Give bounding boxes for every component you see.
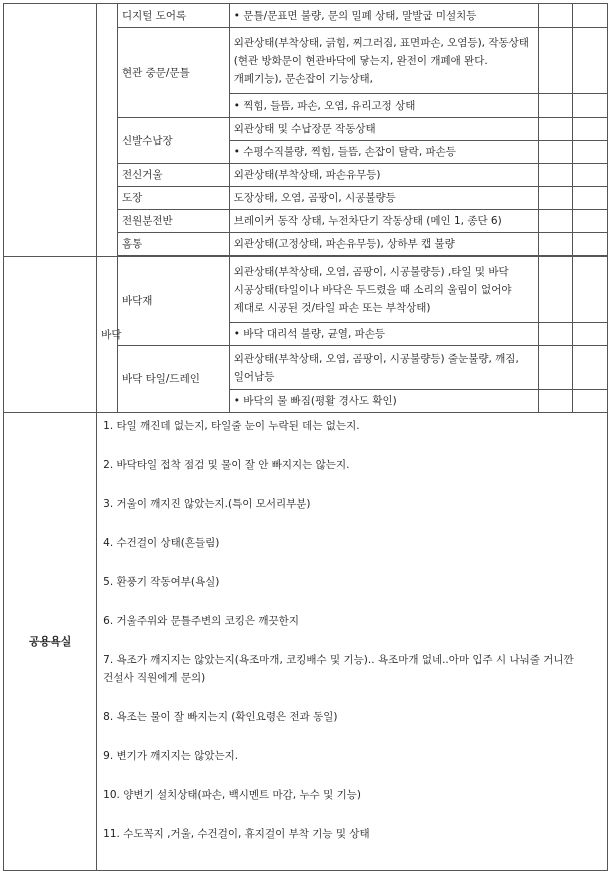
item-label: 현관 중문/문틀	[117, 28, 229, 118]
item-label: 신발수납장	[117, 118, 229, 164]
list-item: 10. 양변기 설치상태(파손, 백시멘트 마감, 누수 및 기능)	[103, 789, 361, 801]
check-cell[interactable]	[538, 323, 572, 346]
list-item: 9. 변기가 깨지지는 않았는지.	[103, 750, 239, 762]
bathroom-label: 공용욕실	[4, 413, 97, 871]
check-cell[interactable]	[538, 164, 572, 187]
check-cell[interactable]	[538, 390, 572, 413]
item-detail: • 찍힘, 들뜸, 파손, 오염, 유리고정 상태	[229, 94, 538, 118]
note-cell[interactable]	[572, 257, 607, 323]
check-cell[interactable]	[538, 346, 572, 390]
item-label: 전신거울	[117, 164, 229, 187]
list-item: 11. 수도꼭지 ,거울, 수건걸이, 휴지걸이 부착 기능 및 상태	[103, 828, 370, 840]
item-label: 도장	[117, 187, 229, 210]
bathroom-checklist	[97, 413, 607, 870]
item-detail: 외관상태(고정상태, 파손유무등), 상하부 캡 불량	[229, 233, 538, 256]
note-cell[interactable]	[572, 187, 607, 210]
check-cell[interactable]	[538, 257, 572, 323]
list-item: 1. 타일 깨진데 없는지, 타일줄 눈이 누락된 데는 없는지.	[103, 420, 360, 432]
section-empty-cell	[4, 4, 97, 257]
item-detail: • 문틀/문표면 불량, 문의 밀폐 상태, 말발굽 미설치등	[229, 4, 538, 28]
note-cell[interactable]	[572, 346, 607, 390]
item-detail: • 수평수직불량, 찍힘, 들뜸, 손잡이 탈락, 파손등	[229, 141, 538, 164]
check-cell[interactable]	[538, 118, 572, 141]
floor-label: 바닥	[97, 257, 118, 413]
item-label: 바닥재	[117, 257, 229, 346]
item-detail: • 바닥의 물 빠짐(평활 경사도 확인)	[229, 390, 538, 413]
item-label: 디지털 도어록	[117, 4, 229, 28]
list-item: 7. 욕조가 깨지지는 않았는지(욕조마개, 코킹배수 및 기능).. 욕조마개 없네..아마 입주 시 나눠줄 거니깐 건설사 직원에게 문의)	[103, 654, 574, 684]
table-row	[4, 4, 608, 28]
item-label: 전원분전반	[117, 210, 229, 233]
check-cell[interactable]	[538, 94, 572, 118]
list-item: 4. 수건걸이 상태(흔들림)	[103, 537, 220, 549]
list-item: 8. 욕조는 물이 잘 빠지는지 (확인요령은 전과 동일)	[103, 711, 338, 723]
note-cell[interactable]	[572, 164, 607, 187]
table-row	[4, 257, 608, 323]
item-label: 바닥 타일/드레인	[117, 346, 229, 413]
item-detail: 외관상태(부착상태, 오염, 곰팡이, 시공불량등) 줄눈불량, 깨짐, 일어남등	[229, 346, 538, 390]
note-cell[interactable]	[572, 141, 607, 164]
note-cell[interactable]	[572, 94, 607, 118]
floor-section-empty	[4, 257, 97, 413]
item-detail: 외관상태(부착상태, 긁힘, 찌그러짐, 표면파손, 오염등), 작동상태(현관 방화문이 현관바닥에 닿는지, 완전이 개폐애 뫈다. 개폐기능), 문손잡이 기능상태,	[229, 28, 538, 94]
list-item: 2. 바닥타일 접착 점검 및 물이 잘 안 빠지지는 않는지.	[103, 459, 350, 471]
item-detail: 브레이커 동작 상태, 누전차단기 작동상태 (메인 1, 종단 6)	[229, 210, 538, 233]
list-item: 3. 거울이 깨지진 않았는지.(특이 모서리부분)	[103, 498, 311, 510]
note-cell[interactable]	[572, 4, 607, 28]
bathroom-checklist-cell	[97, 413, 608, 871]
item-detail: 외관상태(부착상태, 파손유무등)	[229, 164, 538, 187]
item-detail: 도장상태, 오염, 곰팡이, 시공불량등	[229, 187, 538, 210]
check-cell[interactable]	[538, 4, 572, 28]
note-cell[interactable]	[572, 210, 607, 233]
item-detail: 외관상태(부착상태, 오염, 곰팡이, 시공불량등) ,타일 및 바닥 시공상태(타일이나 바닥은 두드렸을 때 소리의 울림이 없어야 제대로 시공된 것/타일 파손 또는 부착상태)	[229, 257, 538, 323]
check-cell[interactable]	[538, 187, 572, 210]
item-label: 홈통	[117, 233, 229, 256]
note-cell[interactable]	[572, 233, 607, 256]
subsection-empty-cell	[97, 4, 118, 257]
check-cell[interactable]	[538, 210, 572, 233]
check-cell[interactable]	[538, 141, 572, 164]
check-cell[interactable]	[538, 28, 572, 94]
list-item: 5. 환풍기 작동여부(욕실)	[103, 576, 220, 588]
check-cell[interactable]	[538, 233, 572, 256]
table-row	[4, 413, 608, 871]
note-cell[interactable]	[572, 28, 607, 94]
inspection-table	[3, 3, 608, 871]
note-cell[interactable]	[572, 390, 607, 413]
list-item: 6. 거울주위와 문틀주변의 코킹은 깨끗한지	[103, 615, 299, 627]
note-cell[interactable]	[572, 118, 607, 141]
item-detail: 외관상태 및 수납장문 작동상태	[229, 118, 538, 141]
item-detail: • 바닥 대리석 불량, 균열, 파손등	[229, 323, 538, 346]
note-cell[interactable]	[572, 323, 607, 346]
